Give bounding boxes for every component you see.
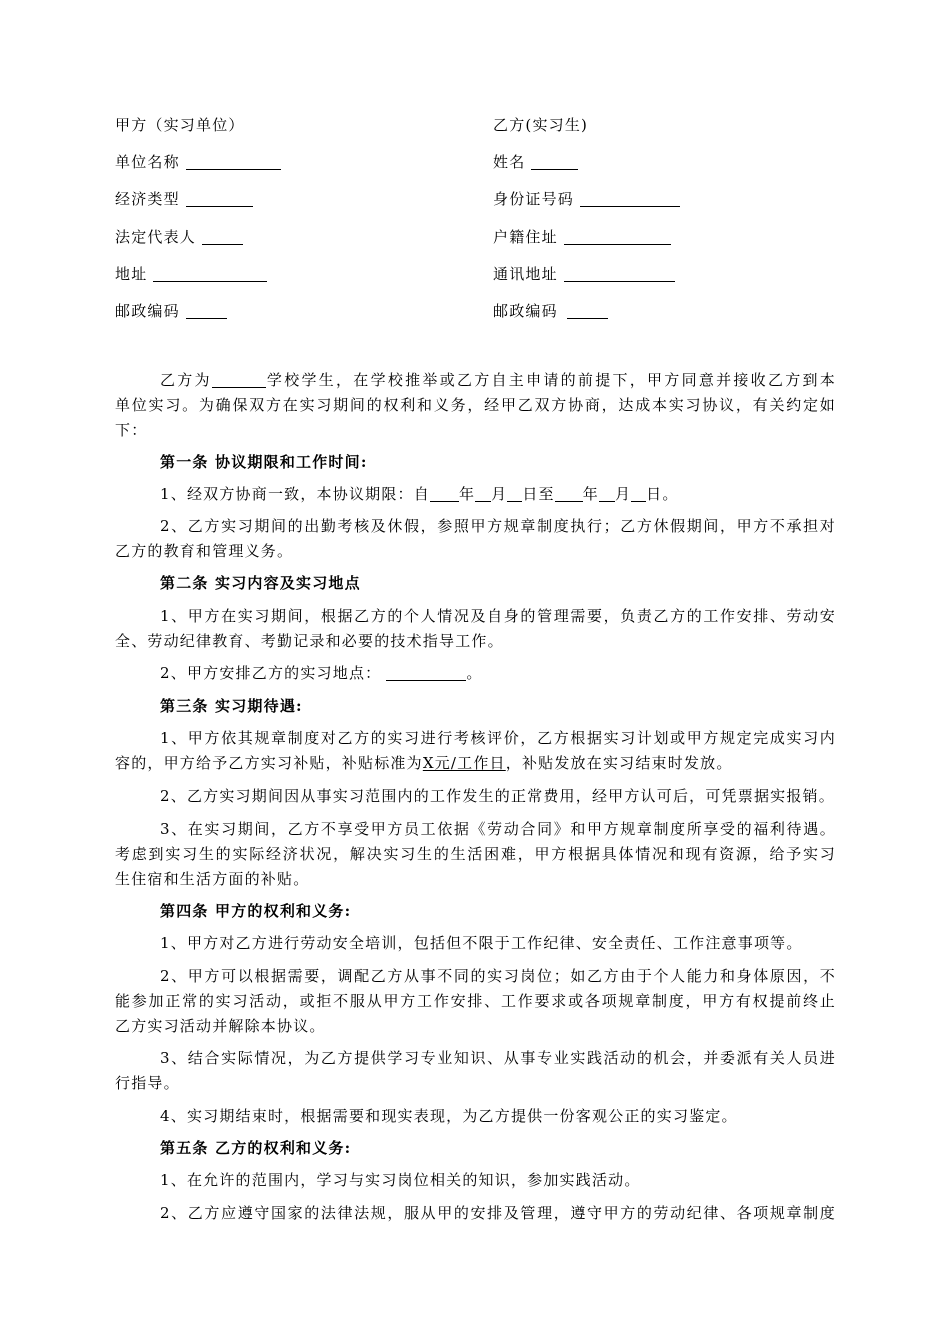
clause-line: 2、甲方可以根据需要，调配乙方从事不同的实习岗位；如乙方由于个人能力和身体原因，不 [160,967,836,985]
text-segment: 月 [614,485,632,503]
fill-blank [186,155,281,170]
fill-blank [507,487,522,502]
clause-line: 1、在允许的范围内，学习与实习岗位相关的知识，参加实践活动。 [160,1171,641,1189]
text-segment: 月 [491,485,508,503]
clause-line: 1、甲方在实习期间，根据乙方的个人情况及自身的管理需要，负责乙方的工作安排、劳动安 [160,607,836,625]
clause-line: 能参加正常的实习活动，或拒不服从甲方工作安排、工作要求或各项规章制度，甲方有权提前终止 [115,992,836,1010]
fill-blank [386,666,466,681]
field-label: 姓名 [493,153,526,171]
clause-line: 生住宿和生活方面的补贴。 [115,870,310,888]
clause-line: 全、劳动纪律教育、考勤记录和必要的技术指导工作。 [115,632,504,650]
text-segment: 日。 [646,485,679,503]
text-segment: 学校学生，在学校推举或乙方自主申请的前提下，甲方同意并接收乙方到本 [265,371,836,389]
party-b-household-address-row [493,227,671,247]
party-b-name-row [493,152,578,172]
article-heading: 第三条 实习期待遇: [160,697,303,715]
fill-blank [564,230,671,245]
clause-line: 3、结合实际情况，为乙方提供学习专业知识、从事专业实践活动的机会，并委派有关人员进 [160,1049,836,1067]
clause-line: 乙方实习活动并解除本协议。 [115,1017,326,1035]
clause-line: 行指导。 [115,1074,180,1092]
clause-line: 乙方的教育和管理义务。 [115,542,294,560]
party-a-address-row [115,264,267,284]
fill-blank [212,373,266,388]
clause-line: 考虑到实习生的实际经济状况，解决实习生的生活困难，甲方根据具体情况和现有资源，给予实习 [115,845,836,863]
field-label: 法定代表人 [115,228,197,246]
article-heading: 第五条 乙方的权利和义务: [160,1139,352,1157]
fill-blank [186,304,227,319]
clause-line [160,484,836,504]
text-segment: ，补贴发放在实习结束时发放。 [505,754,733,772]
party-b-mailing-address-row [493,264,675,284]
intro-line: 下： [115,421,148,439]
text-segment: 1、经双方协商一致，本协议期限：自 [160,485,430,503]
fill-blank [153,267,267,282]
party-a-economy-type-row [115,189,253,209]
text-segment: 乙方为 [160,371,212,389]
field-label: 邮政编码 [115,302,180,320]
text-segment: 。 [466,664,483,682]
subsidy-standard: X元/工作日 [422,754,506,772]
field-label: 户籍住址 [493,228,558,246]
article-heading: 第二条 实习内容及实习地点 [160,574,361,592]
party-a-postcode-row [115,301,227,321]
clause-line: 2、乙方实习期间因从事实习范围内的工作发生的正常费用，经甲方认可后，可凭票据实报销。 [160,787,835,805]
text-segment: 年 [582,485,599,503]
party-a-unit-name-row [115,152,281,172]
text-segment: 日至 [522,485,555,503]
party-b-title: 乙方(实习生) [493,116,589,134]
party-a-title: 甲方（实习单位） [115,116,245,134]
fill-blank [202,230,243,245]
field-label: 经济类型 [115,190,180,208]
fill-blank [564,267,675,282]
article-heading: 第四条 甲方的权利和义务: [160,902,352,920]
clause-line: 4、实习期结束时，根据需要和现实表现，为乙方提供一份客观公正的实习鉴定。 [160,1107,738,1125]
fill-blank [599,487,615,502]
text-segment: 2、甲方安排乙方的实习地点： [160,664,382,682]
party-b-postcode-row [493,301,608,321]
clause-line: 1、甲方依其规章制度对乙方的实习进行考核评价，乙方根据实习计划或甲方规定完成实习内 [160,729,836,747]
clause-line: 2、乙方应遵守国家的法律法规，服从甲的安排及管理，遵守甲方的劳动纪律、各项规章制度 [160,1204,836,1222]
fill-blank [580,192,680,207]
field-label: 单位名称 [115,153,180,171]
clause-line: 3、在实习期间，乙方不享受甲方员工依据《劳动合同》和甲方规章制度所享受的福利待遇。 [160,820,836,838]
fill-blank [531,155,578,170]
fill-blank [567,304,608,319]
field-label: 地址 [115,265,148,283]
fill-blank [475,487,491,502]
clause-line: 2、乙方实习期间的出勤考核及休假，参照甲方规章制度执行；乙方休假期间，甲方不承担对 [160,517,836,535]
clause-line: 1、甲方对乙方进行劳动安全培训，包括但不限于工作纪律、安全责任、工作注意事项等。 [160,934,803,952]
text-segment: 年 [458,485,476,503]
field-label: 身份证号码 [493,190,575,208]
party-b-id-number-row [493,189,680,209]
fill-blank [555,487,583,502]
fill-blank [631,487,646,502]
field-label: 通讯地址 [493,265,558,283]
intro-line [160,370,836,390]
party-a-legal-rep-row [115,227,243,247]
clause-line [115,753,836,773]
fill-blank [430,487,459,502]
article-heading: 第一条 协议期限和工作时间: [160,453,368,471]
field-label: 邮政编码 [493,302,558,320]
clause-line [160,663,836,683]
fill-blank [186,192,253,207]
intro-line: 单位实习。为确保双方在实习期间的权利和义务，经甲乙双方协商，达成本实习协议，有关约定如 [115,396,836,414]
text-segment: 容的，甲方给予乙方实习补贴，补贴标准为 [115,754,423,772]
